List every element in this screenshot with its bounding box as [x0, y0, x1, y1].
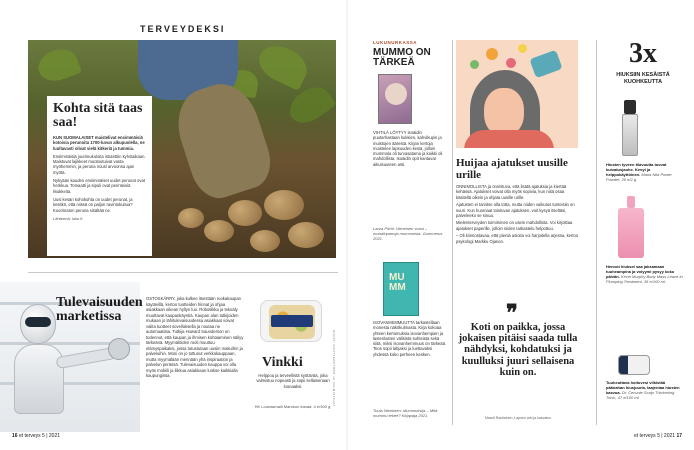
column-divider — [452, 40, 453, 425]
magazine-name-left: et terveys — [18, 433, 41, 439]
book-cover-title: MU MM — [389, 272, 406, 293]
potato-paragraph: Nykyään kauden ensimmäiset uudet perunat ovat herkkua. Tomaatti ja sipuli ovat perinteisiä lisukkeita. — [53, 178, 145, 194]
robot-article-body: OSTOSKÄRRY, joka kulkee itsestään ruokakaupan käytävillä, kertoo tuotteiden hinnat ja ohjaa asiakkaan oikean hyllyn luo. Robotiikka ja tekoäly muuttavat kaupankäyntiä. Kaupan alan tutkijoiden mukaan jo lähitulevaisuudessa asiakkaat voivat valita tuotteet sovelluksella ja noutaa ne automaatista. Tutkija Howard Saunderson on todennut, että kaupan ja ihmisen kohtaaminen säilyy tärkeänä. Myymälöiden rooli muuttuu elämyspaikaksi, jossa tutustutaan uusiin makuihin ja palveluihin. Moni on jo tottunut verkkokauppaan, mutta myymälään mennään yhä inspiraation ja palvelun perässä. Tulevaisuuden kauppa voi olla myös mobiili ja liikkua asiakkaan luokse kaikkialla kaupungissa. — [146, 296, 244, 378]
robot-article-title: Tulevaisuuden marketissa — [56, 295, 143, 324]
huijaa-paragraph: – Oli kiinnostavaa, että pieniä asioita voi harjoitella arjessa, kertoo psykologi Markku Ojanen. — [456, 233, 579, 244]
pull-quote-source: Maarit Rautiainen, Lapsen arki ja kasvatus — [485, 416, 551, 420]
quote-mark-icon: ❞ — [506, 300, 518, 325]
photo-credit: KUVAT: SHUTTERSTOCK JA VALMISTAJAT — [332, 330, 336, 407]
potato-title: Kohta sitä taas saa! — [53, 101, 143, 130]
huijaa-title: Huijaa ajatukset uusille urille — [456, 157, 568, 181]
book-cover-image — [383, 262, 419, 316]
product-text: Hennot hiukset saa jaksamaan tuuheampina ja volyymi pysyy koko päivän. — [606, 264, 675, 279]
product-name: Maria Nila Power Powder, 20 e/2 g. — [606, 172, 672, 182]
product-name: Dr. Cecuole Scalp Thickening Tonic, 47 e/100 ml. — [606, 390, 675, 400]
product-name: Kevin Murphy Body Mass Leave-in Plumping Treatment, 36 e/100 ml. — [606, 274, 683, 284]
book-cover-image — [378, 74, 412, 124]
potato-paragraph: Uusi kesän kohokohta on uudet perunat, ja tiesitkö, että niissä on paljon ravintokuitua? Kuorimaton peruna sisältää ne. — [53, 196, 133, 213]
mummo-kicker: LUKUNURKASSA — [373, 40, 417, 45]
pink-bottle-image — [618, 196, 644, 258]
meal-package-image — [256, 294, 326, 350]
tonic-tube-image — [618, 355, 650, 375]
issue-left: 5 | 2021 — [42, 433, 61, 439]
page-number-left: 16 — [12, 433, 18, 439]
product-description — [606, 162, 684, 182]
folio-left — [12, 433, 60, 439]
column-divider — [596, 40, 597, 425]
product-description — [606, 380, 684, 400]
page-number-right: 17 — [676, 433, 682, 439]
woman-watering-illustration — [456, 40, 578, 148]
product-text: Tuuheuttava hoitovesi vilkistää päänahan hiusjuuria, laajentaa hiusten kasvua. — [606, 380, 680, 395]
potato-paragraph: Ensimmäisiä juurimukuloita istutettiin kylvöaikaan. Maistuvat lajikkeet muotoutuivat vasta myöhemmin, ja peruna nousi arvoonsa ajan myötä. — [53, 153, 146, 175]
mummo-source-2: Tuula Nieminen: Mummuksija – Mitä mummu tekee? Kirjapaja 2021. — [373, 408, 438, 418]
huijaa-paragraph: ONNIMOLLISTA ja onnistuva, että lisätä ajatuksia ja kiertää kehässä. Ajatukset voivat olla myös sopivia, kun niitä osaa käsitellä oikein ja ohjata uusille urille. — [456, 184, 567, 200]
folio-right — [634, 433, 682, 439]
products-subtitle: HIUKSIIN KESÄISTÄ KUOHKEUTTA — [616, 72, 670, 85]
powder-bottle-image — [622, 100, 638, 156]
pull-quote: Koti on paikka, jossa jokaisen pitäisi saada tulla nähdyksi, kohdatuksi ja kuulluksi juuri sellaisena kuin on. — [458, 322, 578, 378]
issue-right: 5 | 2021 — [657, 433, 676, 439]
mummo-body-2: ISOVANHEMMUUTTA tarkastellaan monesta näkökulmasta. Kirja kokoaa yhteen kertomuksia isovanhempien ja lastenlasten välisistä suhteista sekä siitä, miksi isovanhemmuus on tärkeää. Teos sopii lahjaksi ja luettavaksi yhdessä koko perheen kesken. — [373, 320, 447, 357]
potato-source: Lähteenä: luke.fi — [53, 215, 83, 221]
mummo-source: Laura Pöröi: Viimeinen vuosi – muistiinpanoja mummoista. Gummerus 2021. — [373, 226, 443, 241]
vinkki-source: HK Lounasmaili Marokon kanaa, 4 e/300 g. — [254, 404, 332, 409]
section-divider — [28, 272, 338, 273]
potato-lead: KUN SUOMALAISET maistelivat ensimmäisiä kotoisia perunoita 1700-luvun alkupuolella, ne luultavasti olivat vielä kitkeriä ja tummia. — [53, 135, 145, 151]
huijaa-paragraph: Ajatusten ei tarvitse olla totta, mutta niiden vaikutus tunteisiin on suuri. Kun huomaat toistuvan ajatuksen, voit kysyä itseltäsi, palveleeko se sinua. — [456, 202, 575, 219]
magazine-name-right: et terveys — [633, 433, 656, 439]
page-gutter — [346, 0, 348, 450]
potato-article-card — [47, 96, 152, 256]
vinkki-title: Vinkki — [262, 355, 303, 370]
mummo-title: MUMMO ON TÄRKEÄ — [373, 47, 431, 68]
product-description — [606, 264, 684, 284]
product-text: Hiusten tyveen tilavuutta tuovat kuivatusjauhe. Kevyt ja helppokäyttöinen. — [606, 162, 667, 177]
vinkki-text: Helppoa ja terveellistä syötävää, joka valmistuu nopeasti ja sopii sellaisenaan lounaaksi. — [256, 373, 330, 389]
section-title: TERVEYDEKSI — [140, 24, 226, 34]
huijaa-body — [456, 184, 580, 246]
mummo-body: VIHTILÄ LÖYTYY isoäidin puutarhastaan kukkien, kahvikupin ja muistojen äärestä. Kirjan kertoja muistelee lapsuuden kesiä, jolloin mummola oli turvasatama ja kaikki oli mahdollista. Isoäidin opit kantavat aikuisuuteen asti. — [373, 130, 443, 167]
huijaa-paragraph: Mielenterveyden toimiminen on usein mahdollista. Voi kirjoittaa ajatukset paperille, jolloin niiden tarkastelu helpottuu. — [456, 220, 573, 231]
products-big-number: 3x — [629, 38, 657, 69]
